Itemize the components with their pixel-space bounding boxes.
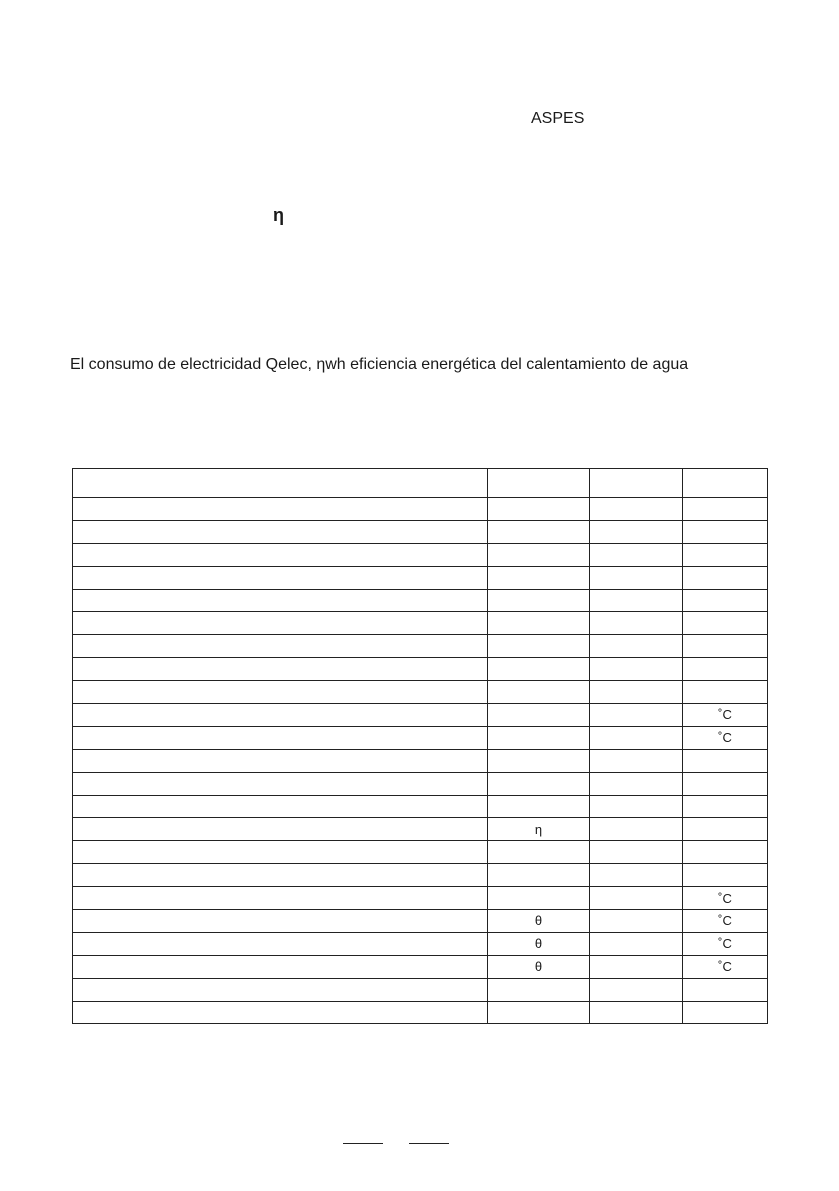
table-row <box>73 978 768 1001</box>
table-cell <box>73 658 488 681</box>
table-cell <box>590 1001 683 1024</box>
table-cell <box>73 589 488 612</box>
table-cell <box>683 818 768 841</box>
table-cell <box>488 589 590 612</box>
table-row <box>73 749 768 772</box>
table-row <box>73 864 768 887</box>
table-cell <box>488 726 590 749</box>
table-cell <box>590 704 683 727</box>
table-cell: ˚C <box>683 887 768 910</box>
table-cell <box>73 749 488 772</box>
table-cell <box>683 795 768 818</box>
table-cell <box>590 520 683 543</box>
table-cell <box>73 818 488 841</box>
table-cell <box>73 978 488 1001</box>
table-cell <box>683 841 768 864</box>
table-cell <box>488 795 590 818</box>
table-cell <box>590 635 683 658</box>
table-cell <box>73 887 488 910</box>
table-row <box>73 543 768 566</box>
table-cell <box>590 887 683 910</box>
table-cell <box>488 887 590 910</box>
table-row <box>73 681 768 704</box>
brand-name: ASPES <box>531 110 585 127</box>
table-cell <box>488 681 590 704</box>
table-cell <box>73 498 488 521</box>
table-row <box>73 589 768 612</box>
table-cell <box>590 772 683 795</box>
table-cell <box>590 612 683 635</box>
table-row <box>73 1001 768 1024</box>
table-row <box>73 635 768 658</box>
description-text: El consumo de electricidad Qelec, ηwh eficiencia energética del calentamiento de agua <box>70 356 689 373</box>
spec-table <box>72 468 768 1024</box>
table-cell <box>488 469 590 498</box>
table-cell <box>488 1001 590 1024</box>
table-cell <box>683 658 768 681</box>
table-row <box>73 498 768 521</box>
table-cell <box>590 658 683 681</box>
table-cell <box>488 978 590 1001</box>
table-row <box>73 910 768 933</box>
table-cell <box>488 841 590 864</box>
table-cell <box>683 543 768 566</box>
table-cell <box>73 795 488 818</box>
table-header-row <box>73 469 768 498</box>
table-cell <box>73 635 488 658</box>
table-cell <box>73 543 488 566</box>
table-row <box>73 704 768 727</box>
table-row <box>73 795 768 818</box>
table-cell <box>683 681 768 704</box>
table-cell <box>488 520 590 543</box>
table-cell <box>590 932 683 955</box>
table-cell <box>488 543 590 566</box>
table-cell <box>683 520 768 543</box>
table-cell <box>73 910 488 933</box>
table-cell <box>683 978 768 1001</box>
table-cell <box>590 469 683 498</box>
table-cell <box>590 841 683 864</box>
table-cell <box>683 469 768 498</box>
table-cell: η <box>488 818 590 841</box>
table-row <box>73 520 768 543</box>
table-cell: ˚C <box>683 910 768 933</box>
table-cell <box>683 566 768 589</box>
table-cell <box>590 498 683 521</box>
table-cell <box>73 841 488 864</box>
table-cell <box>73 1001 488 1024</box>
table-cell <box>73 469 488 498</box>
table-row <box>73 955 768 978</box>
table-row <box>73 887 768 910</box>
table-cell <box>590 795 683 818</box>
table-cell <box>73 955 488 978</box>
table-row <box>73 818 768 841</box>
table-cell <box>488 749 590 772</box>
table-cell <box>488 498 590 521</box>
table-cell <box>488 658 590 681</box>
underline-right <box>409 1143 449 1144</box>
table-cell: θ <box>488 955 590 978</box>
table-cell <box>590 566 683 589</box>
eta-symbol: η <box>273 205 284 225</box>
table-row <box>73 841 768 864</box>
table-cell <box>590 543 683 566</box>
table-cell: ˚C <box>683 932 768 955</box>
table-row <box>73 772 768 795</box>
table-cell: ˚C <box>683 704 768 727</box>
table-cell <box>488 864 590 887</box>
table-cell <box>683 1001 768 1024</box>
table-cell <box>488 704 590 727</box>
table-cell <box>590 749 683 772</box>
table-row <box>73 612 768 635</box>
table-cell <box>683 635 768 658</box>
table-cell <box>488 612 590 635</box>
table-cell <box>590 955 683 978</box>
table-cell <box>73 520 488 543</box>
table-cell <box>73 566 488 589</box>
table-row <box>73 658 768 681</box>
table-cell <box>683 772 768 795</box>
table-row <box>73 726 768 749</box>
table-row <box>73 932 768 955</box>
table-cell <box>488 566 590 589</box>
table-cell <box>488 772 590 795</box>
table-cell: ˚C <box>683 955 768 978</box>
table-row <box>73 566 768 589</box>
underline-left <box>343 1143 383 1144</box>
table-cell <box>73 864 488 887</box>
table-cell <box>683 749 768 772</box>
table-cell <box>590 589 683 612</box>
table-cell: θ <box>488 910 590 933</box>
table-cell: ˚C <box>683 726 768 749</box>
table-cell <box>73 681 488 704</box>
table-cell <box>73 726 488 749</box>
table-cell <box>73 932 488 955</box>
table-cell <box>73 612 488 635</box>
table-cell <box>683 589 768 612</box>
table-cell <box>590 681 683 704</box>
table-cell <box>590 910 683 933</box>
table-cell <box>683 612 768 635</box>
table-cell <box>73 704 488 727</box>
table-cell <box>590 978 683 1001</box>
table-cell <box>590 726 683 749</box>
table-cell <box>683 498 768 521</box>
table-cell <box>590 818 683 841</box>
table-cell <box>488 635 590 658</box>
table-cell <box>683 864 768 887</box>
table-cell: θ <box>488 932 590 955</box>
table-cell <box>590 864 683 887</box>
table-cell <box>73 772 488 795</box>
